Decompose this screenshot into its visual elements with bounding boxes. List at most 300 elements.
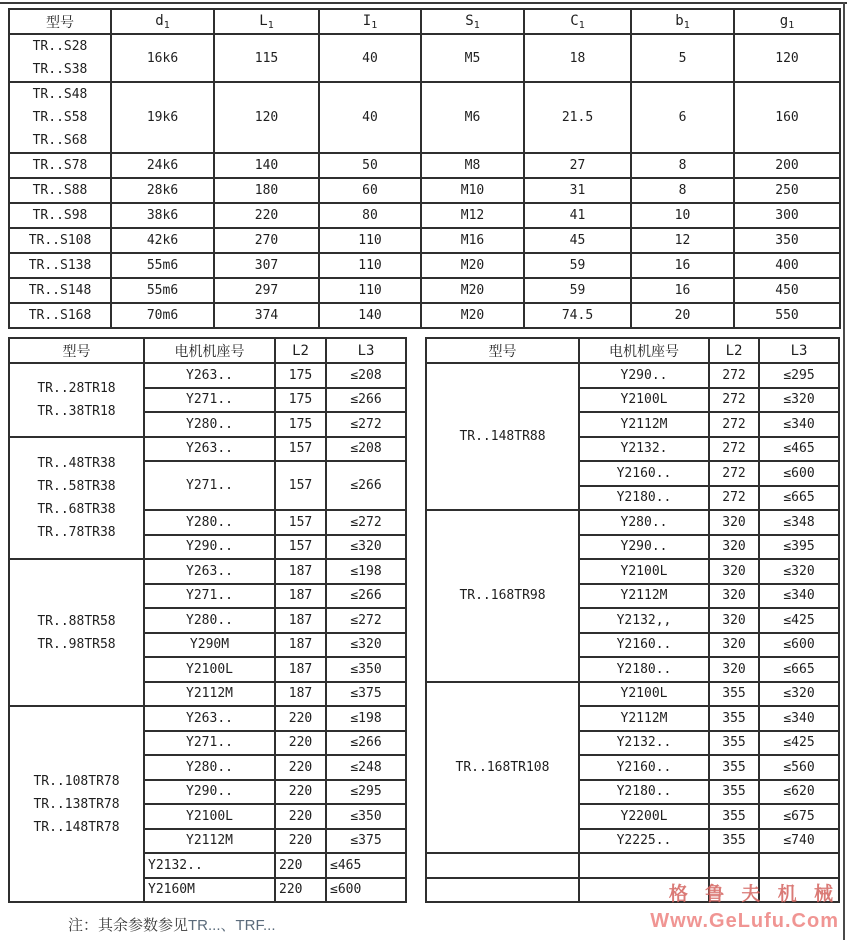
spec-row xyxy=(9,34,840,82)
motor-row xyxy=(426,363,839,388)
spec-value-cell: 297 xyxy=(214,278,319,303)
spec-header-cell xyxy=(524,9,631,34)
motor-l2-cell: 272 xyxy=(709,486,759,511)
motor-frame-cell: Y271.. xyxy=(144,388,275,413)
motor-l2-cell: 175 xyxy=(275,363,326,388)
motor-frame-cell: Y2112M xyxy=(579,412,709,437)
spec-value-cell: 5 xyxy=(631,34,734,82)
spec-value-cell: 50 xyxy=(319,153,421,178)
motor-l3-cell: ≤266 xyxy=(326,461,406,510)
spec-model-line: TR..S148 xyxy=(28,283,92,298)
spec-value-cell: 115 xyxy=(214,34,319,82)
motor-table-left xyxy=(8,337,407,903)
motor-l3-cell: ≤208 xyxy=(326,363,406,388)
motor-header-cell: L3 xyxy=(759,338,839,363)
motor-model-cell xyxy=(426,682,579,854)
motor-row xyxy=(426,510,839,535)
motor-row xyxy=(9,559,406,584)
spec-header-subscript: 1 xyxy=(788,19,795,31)
spec-value-cell: M16 xyxy=(421,228,524,253)
motor-l2-cell: 320 xyxy=(709,510,759,535)
spec-value-cell: 21.5 xyxy=(524,82,631,153)
motor-l3-cell: ≤266 xyxy=(326,584,406,609)
motor-frame-cell: Y2100L xyxy=(144,657,275,682)
page-right-border-line xyxy=(843,2,845,940)
spec-value-cell: 16k6 xyxy=(111,34,214,82)
motor-l3-cell: ≤465 xyxy=(326,853,406,878)
spec-model-line: TR..S68 xyxy=(32,133,88,148)
motor-l3-cell: ≤665 xyxy=(759,486,839,511)
motor-l2-cell: 220 xyxy=(275,706,326,731)
motor-l3-cell: ≤465 xyxy=(759,437,839,462)
spec-model-cell xyxy=(9,278,111,303)
motor-l2-cell: 157 xyxy=(275,535,326,560)
spec-header-base: 型号 xyxy=(46,14,74,31)
spec-value-cell: 8 xyxy=(631,153,734,178)
motor-l2-cell: 220 xyxy=(275,731,326,756)
spec-row xyxy=(9,203,840,228)
motor-frame-cell: Y2200L xyxy=(579,804,709,829)
spec-value-cell: 20 xyxy=(631,303,734,328)
spec-value-cell: M6 xyxy=(421,82,524,153)
motor-l2-cell: 220 xyxy=(275,755,326,780)
motor-l3-cell: ≤266 xyxy=(326,731,406,756)
motor-frame-cell: Y2112M xyxy=(579,706,709,731)
spec-header-subscript: 1 xyxy=(163,19,170,31)
motor-frame-cell: Y2132.. xyxy=(579,731,709,756)
spec-value-cell: M5 xyxy=(421,34,524,82)
motor-row xyxy=(426,878,839,903)
spec-model-cell xyxy=(9,203,111,228)
spec-header-cell xyxy=(421,9,524,34)
spec-value-cell: 300 xyxy=(734,203,840,228)
spec-value-cell: 59 xyxy=(524,253,631,278)
spec-value-cell: 70m6 xyxy=(111,303,214,328)
spec-value-cell: 55m6 xyxy=(111,278,214,303)
motor-frame-cell: Y2112M xyxy=(144,682,275,707)
motor-l3-cell: ≤320 xyxy=(326,633,406,658)
spec-value-cell: 120 xyxy=(734,34,840,82)
motor-l3-cell: ≤272 xyxy=(326,510,406,535)
motor-right-header-row xyxy=(426,338,839,363)
motor-l3-cell xyxy=(759,853,839,878)
spec-value-cell: 42k6 xyxy=(111,228,214,253)
motor-l2-cell: 272 xyxy=(709,461,759,486)
spec-value-cell: M10 xyxy=(421,178,524,203)
motor-frame-cell: Y2100L xyxy=(579,559,709,584)
motor-frame-cell: Y290.. xyxy=(144,535,275,560)
motor-frame-cell xyxy=(579,878,709,903)
motor-frame-table-right-section xyxy=(425,337,840,903)
spec-value-cell: M20 xyxy=(421,253,524,278)
motor-frame-cell: Y2112M xyxy=(579,584,709,609)
motor-frame-cell: Y271.. xyxy=(144,461,275,510)
motor-frame-cell: Y2160M xyxy=(144,878,275,903)
spec-value-cell: 16 xyxy=(631,278,734,303)
motor-model-line: TR..168TR98 xyxy=(459,588,546,604)
motor-l3-cell: ≤425 xyxy=(759,731,839,756)
spec-value-cell: 40 xyxy=(319,34,421,82)
watermark-url-text: Www.GeLufu.Com xyxy=(650,910,839,932)
spec-header-subscript: 1 xyxy=(267,19,274,31)
motor-frame-cell: Y290.. xyxy=(144,780,275,805)
spec-table xyxy=(8,8,841,329)
motor-l2-cell: 187 xyxy=(275,657,326,682)
motor-l2-cell xyxy=(709,878,759,903)
motor-l3-cell: ≤665 xyxy=(759,657,839,682)
motor-l2-cell: 320 xyxy=(709,608,759,633)
motor-l3-cell: ≤675 xyxy=(759,804,839,829)
motor-header-cell: L3 xyxy=(326,338,406,363)
motor-model-cell xyxy=(9,437,144,560)
spec-model-line: TR..S48 xyxy=(32,87,88,102)
motor-frame-cell: Y2180.. xyxy=(579,657,709,682)
spec-model-cell xyxy=(9,228,111,253)
spec-value-cell: 450 xyxy=(734,278,840,303)
motor-frame-table-left-section xyxy=(8,337,407,903)
spec-value-cell: 55m6 xyxy=(111,253,214,278)
motor-l3-cell: ≤375 xyxy=(326,682,406,707)
spec-value-cell: 110 xyxy=(319,253,421,278)
spec-value-cell: 80 xyxy=(319,203,421,228)
spec-value-cell: M8 xyxy=(421,153,524,178)
motor-l2-cell xyxy=(709,853,759,878)
motor-frame-cell: Y263.. xyxy=(144,706,275,731)
spec-model-line: TR..S58 xyxy=(32,110,88,125)
spec-value-cell: 60 xyxy=(319,178,421,203)
motor-l3-cell: ≤320 xyxy=(759,559,839,584)
motor-model-cell xyxy=(426,510,579,682)
spec-header-base: g xyxy=(779,12,789,29)
motor-l2-cell: 320 xyxy=(709,559,759,584)
motor-l2-cell: 175 xyxy=(275,412,326,437)
motor-frame-cell: Y2160.. xyxy=(579,755,709,780)
spec-model-line: TR..S98 xyxy=(32,208,88,223)
motor-header-cell: 型号 xyxy=(426,338,579,363)
motor-model-line: TR..58TR38 xyxy=(37,478,116,494)
spec-row xyxy=(9,82,840,153)
motor-model-cell xyxy=(426,363,579,510)
motor-model-line: TR..148TR88 xyxy=(459,429,546,444)
motor-l3-cell: ≤600 xyxy=(759,633,839,658)
motor-l3-cell: ≤340 xyxy=(759,412,839,437)
spec-header-cell xyxy=(319,9,421,34)
motor-l3-cell: ≤348 xyxy=(759,510,839,535)
spec-value-cell: 110 xyxy=(319,278,421,303)
spec-value-cell: 140 xyxy=(319,303,421,328)
motor-l3-cell: ≤340 xyxy=(759,706,839,731)
motor-l3-cell: ≤198 xyxy=(326,706,406,731)
motor-l2-cell: 272 xyxy=(709,388,759,413)
motor-l2-cell: 355 xyxy=(709,829,759,854)
motor-l3-cell: ≤560 xyxy=(759,755,839,780)
spec-value-cell: 374 xyxy=(214,303,319,328)
spec-model-line: TR..S138 xyxy=(28,258,92,273)
motor-frame-cell: Y2100L xyxy=(144,804,275,829)
motor-left-header-row xyxy=(9,338,406,363)
motor-l3-cell: ≤320 xyxy=(759,388,839,413)
motor-l3-cell: ≤340 xyxy=(759,584,839,609)
motor-l3-cell: ≤266 xyxy=(326,388,406,413)
motor-frame-cell: Y280.. xyxy=(144,608,275,633)
spec-model-cell xyxy=(9,82,111,153)
motor-frame-cell: Y2112M xyxy=(144,829,275,854)
spec-value-cell: 180 xyxy=(214,178,319,203)
motor-frame-cell: Y2132,, xyxy=(579,608,709,633)
spec-value-cell: 18 xyxy=(524,34,631,82)
motor-l2-cell: 272 xyxy=(709,363,759,388)
spec-header-base: d xyxy=(155,12,164,29)
spec-header-cell xyxy=(734,9,840,34)
footnote xyxy=(68,914,276,935)
spec-header-row xyxy=(9,9,840,34)
spec-value-cell: 45 xyxy=(524,228,631,253)
spec-value-cell: 12 xyxy=(631,228,734,253)
spec-value-cell: 6 xyxy=(631,82,734,153)
spec-model-line: TR..S168 xyxy=(28,308,92,323)
spec-value-cell: 8 xyxy=(631,178,734,203)
motor-l3-cell: ≤350 xyxy=(326,657,406,682)
motor-frame-cell: Y290M xyxy=(144,633,275,658)
motor-l2-cell: 320 xyxy=(709,535,759,560)
motor-model-line: TR..38TR18 xyxy=(37,403,116,419)
spec-value-cell: M20 xyxy=(421,303,524,328)
motor-model-line: TR..108TR78 xyxy=(33,773,120,789)
spec-model-cell xyxy=(9,178,111,203)
motor-l2-cell: 272 xyxy=(709,437,759,462)
spec-header-subscript: 1 xyxy=(578,19,585,31)
motor-model-line: TR..138TR78 xyxy=(33,796,120,812)
motor-header-cell: 电机机座号 xyxy=(579,338,709,363)
spec-header-base: L xyxy=(259,12,268,29)
motor-row xyxy=(9,363,406,388)
spec-value-cell: 200 xyxy=(734,153,840,178)
motor-frame-cell: Y2132.. xyxy=(144,853,275,878)
motor-frame-cell: Y263.. xyxy=(144,559,275,584)
spec-header-cell xyxy=(111,9,214,34)
motor-l2-cell: 320 xyxy=(709,584,759,609)
motor-model-line: TR..148TR78 xyxy=(33,819,120,835)
spec-header-cell xyxy=(631,9,734,34)
spec-value-cell: 24k6 xyxy=(111,153,214,178)
motor-l2-cell: 320 xyxy=(709,633,759,658)
motor-frame-cell: Y2180.. xyxy=(579,486,709,511)
motor-frame-cell: Y2160.. xyxy=(579,633,709,658)
spec-model-cell xyxy=(9,153,111,178)
shaft-spec-table-section xyxy=(8,8,841,329)
spec-row xyxy=(9,278,840,303)
motor-l2-cell: 187 xyxy=(275,682,326,707)
spec-row xyxy=(9,153,840,178)
motor-l3-cell: ≤248 xyxy=(326,755,406,780)
motor-frame-cell: Y2132. xyxy=(579,437,709,462)
motor-model-cell xyxy=(9,706,144,902)
spec-value-cell: M20 xyxy=(421,278,524,303)
motor-l3-cell: ≤295 xyxy=(326,780,406,805)
spec-model-cell xyxy=(9,303,111,328)
motor-l2-cell: 187 xyxy=(275,608,326,633)
spec-value-cell: 19k6 xyxy=(111,82,214,153)
motor-l3-cell: ≤350 xyxy=(326,804,406,829)
motor-l2-cell: 355 xyxy=(709,731,759,756)
motor-row xyxy=(9,706,406,731)
spec-value-cell: 38k6 xyxy=(111,203,214,228)
spec-header-base: S xyxy=(465,12,474,29)
motor-l2-cell: 157 xyxy=(275,461,326,510)
motor-model-line: TR..168TR108 xyxy=(455,759,550,775)
motor-l3-cell xyxy=(759,878,839,903)
motor-frame-cell: Y280.. xyxy=(144,755,275,780)
watermark-company-text: 格 鲁 夫 机 械 xyxy=(668,884,839,905)
motor-model-line: TR..48TR38 xyxy=(37,455,116,471)
motor-l2-cell: 157 xyxy=(275,437,326,462)
motor-model-line: TR..28TR18 xyxy=(37,380,116,396)
motor-model-line: TR..68TR38 xyxy=(37,501,116,517)
motor-model-cell xyxy=(426,878,579,903)
motor-l2-cell: 175 xyxy=(275,388,326,413)
motor-model-cell xyxy=(9,559,144,706)
motor-frame-cell: Y2180.. xyxy=(579,780,709,805)
motor-frame-cell: Y290.. xyxy=(579,363,709,388)
motor-l2-cell: 355 xyxy=(709,780,759,805)
motor-frame-cell: Y280.. xyxy=(144,412,275,437)
spec-model-cell xyxy=(9,253,111,278)
spec-value-cell: 74.5 xyxy=(524,303,631,328)
spec-row xyxy=(9,228,840,253)
motor-l3-cell: ≤208 xyxy=(326,437,406,462)
spec-value-cell: 41 xyxy=(524,203,631,228)
spec-header-cell xyxy=(214,9,319,34)
motor-l2-cell: 320 xyxy=(709,657,759,682)
spec-value-cell: 220 xyxy=(214,203,319,228)
motor-l3-cell: ≤295 xyxy=(759,363,839,388)
motor-l3-cell: ≤425 xyxy=(759,608,839,633)
motor-model-cell xyxy=(426,853,579,878)
motor-l2-cell: 355 xyxy=(709,706,759,731)
motor-l2-cell: 220 xyxy=(275,853,326,878)
spec-value-cell: 400 xyxy=(734,253,840,278)
spec-model-line: TR..S78 xyxy=(32,158,88,173)
spec-value-cell: 550 xyxy=(734,303,840,328)
spec-value-cell: 140 xyxy=(214,153,319,178)
motor-l3-cell: ≤600 xyxy=(326,878,406,903)
motor-row xyxy=(426,682,839,707)
motor-frame-cell: Y271.. xyxy=(144,731,275,756)
motor-model-line: TR..88TR58 xyxy=(37,613,116,629)
motor-frame-cell: Y290.. xyxy=(579,535,709,560)
spec-header-base: I xyxy=(362,12,372,29)
motor-model-line: TR..98TR58 xyxy=(37,636,116,652)
spec-value-cell: 16 xyxy=(631,253,734,278)
motor-l3-cell: ≤272 xyxy=(326,412,406,437)
spec-value-cell: 59 xyxy=(524,278,631,303)
motor-l3-cell: ≤620 xyxy=(759,780,839,805)
spec-model-line: TR..S88 xyxy=(32,183,88,198)
spec-value-cell: 307 xyxy=(214,253,319,278)
motor-frame-cell: Y263.. xyxy=(144,437,275,462)
motor-header-cell: L2 xyxy=(709,338,759,363)
spec-value-cell: 10 xyxy=(631,203,734,228)
motor-l2-cell: 187 xyxy=(275,633,326,658)
motor-frame-cell: Y280.. xyxy=(144,510,275,535)
spec-value-cell: 110 xyxy=(319,228,421,253)
spec-value-cell: M12 xyxy=(421,203,524,228)
spec-value-cell: 250 xyxy=(734,178,840,203)
motor-l2-cell: 355 xyxy=(709,804,759,829)
spec-value-cell: 27 xyxy=(524,153,631,178)
motor-l2-cell: 220 xyxy=(275,780,326,805)
motor-row xyxy=(426,853,839,878)
motor-frame-cell: Y280.. xyxy=(579,510,709,535)
motor-l2-cell: 220 xyxy=(275,878,326,903)
motor-l2-cell: 272 xyxy=(709,412,759,437)
spec-row xyxy=(9,178,840,203)
motor-table-right xyxy=(425,337,840,903)
motor-l3-cell: ≤272 xyxy=(326,608,406,633)
page-top-border-line xyxy=(0,2,847,4)
spec-model-line: TR..S28 xyxy=(32,39,88,54)
footnote-series-reference: TR...、TRF... xyxy=(188,917,276,934)
spec-model-line: TR..S108 xyxy=(28,233,92,248)
spec-header-subscript: 1 xyxy=(371,19,378,31)
spec-row xyxy=(9,253,840,278)
motor-frame-cell: Y271.. xyxy=(144,584,275,609)
motor-l3-cell: ≤320 xyxy=(326,535,406,560)
spec-header-base: b xyxy=(675,12,684,29)
motor-l3-cell: ≤375 xyxy=(326,829,406,854)
motor-l2-cell: 220 xyxy=(275,804,326,829)
motor-l2-cell: 355 xyxy=(709,682,759,707)
spec-row xyxy=(9,303,840,328)
spec-value-cell: 350 xyxy=(734,228,840,253)
motor-frame-cell: Y2160.. xyxy=(579,461,709,486)
motor-frame-cell: Y2225.. xyxy=(579,829,709,854)
motor-row xyxy=(9,437,406,462)
spec-header-cell xyxy=(9,9,111,34)
motor-l2-cell: 187 xyxy=(275,584,326,609)
motor-frame-cell: Y2100L xyxy=(579,682,709,707)
spec-model-line: TR..S38 xyxy=(32,62,88,77)
motor-model-cell xyxy=(9,363,144,437)
spec-value-cell: 120 xyxy=(214,82,319,153)
spec-value-cell: 160 xyxy=(734,82,840,153)
spec-value-cell: 31 xyxy=(524,178,631,203)
motor-l3-cell: ≤395 xyxy=(759,535,839,560)
spec-header-base: C xyxy=(570,12,579,29)
motor-header-cell: L2 xyxy=(275,338,326,363)
motor-l2-cell: 187 xyxy=(275,559,326,584)
motor-frame-cell: Y263.. xyxy=(144,363,275,388)
motor-l2-cell: 220 xyxy=(275,829,326,854)
motor-l2-cell: 157 xyxy=(275,510,326,535)
footnote-prefix: 注：其余参数参见 xyxy=(68,917,189,934)
spec-model-cell xyxy=(9,34,111,82)
motor-l3-cell: ≤600 xyxy=(759,461,839,486)
spec-value-cell: 40 xyxy=(319,82,421,153)
motor-frame-cell xyxy=(579,853,709,878)
spec-header-subscript: 1 xyxy=(473,19,480,31)
spec-value-cell: 28k6 xyxy=(111,178,214,203)
motor-l3-cell: ≤198 xyxy=(326,559,406,584)
motor-model-line: TR..78TR38 xyxy=(37,524,116,540)
spec-value-cell: 270 xyxy=(214,228,319,253)
motor-frame-cell: Y2100L xyxy=(579,388,709,413)
spec-header-subscript: 1 xyxy=(683,19,690,31)
motor-header-cell: 电机机座号 xyxy=(144,338,275,363)
motor-l2-cell: 355 xyxy=(709,755,759,780)
motor-l3-cell: ≤740 xyxy=(759,829,839,854)
motor-l3-cell: ≤320 xyxy=(759,682,839,707)
